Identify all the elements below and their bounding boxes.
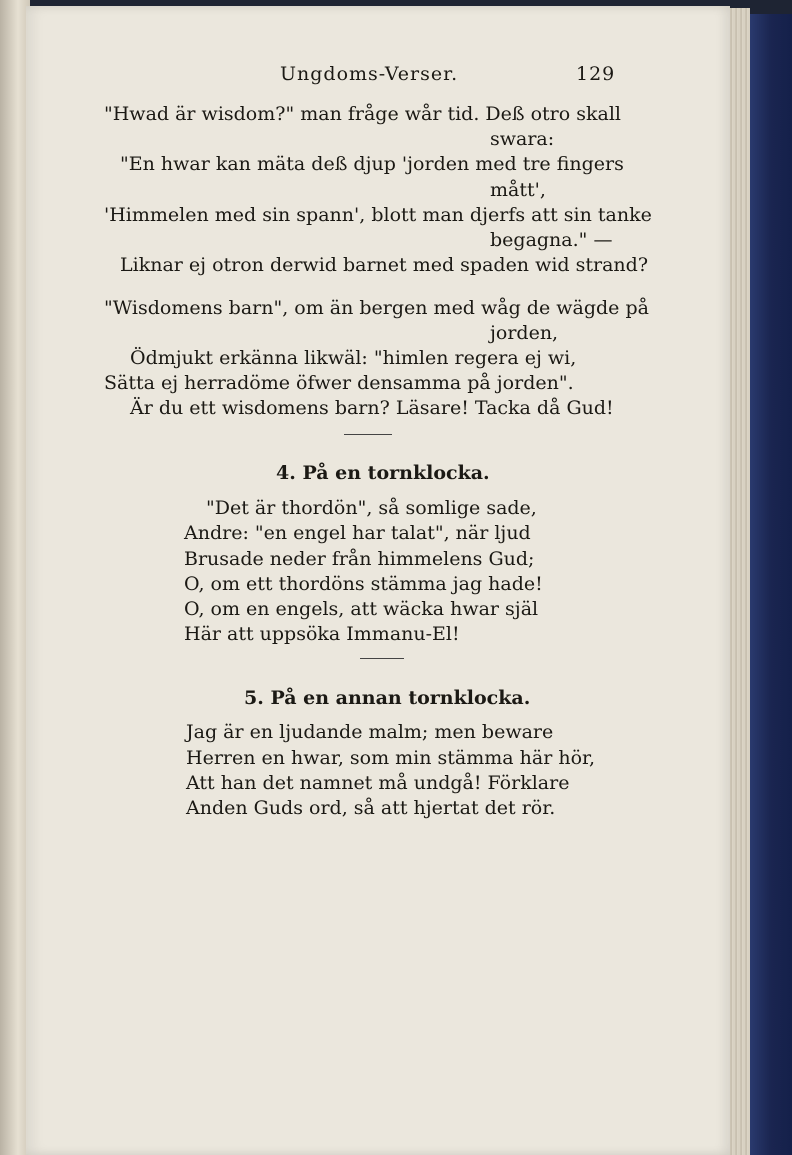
- running-title: Ungdoms-Verser.: [280, 63, 459, 85]
- poem-line: "En hwar kan mäta deß djup 'jorden med tre fingers: [120, 153, 624, 175]
- poem-line: Anden Guds ord, så att hjertat det rör.: [186, 797, 556, 819]
- poem-line: Att han det namnet må undgå! Förklare: [186, 772, 570, 794]
- page-number: 129: [576, 63, 616, 85]
- poem-line: mått',: [490, 179, 546, 201]
- page-text: [26, 6, 730, 1155]
- divider-rule: [360, 658, 404, 659]
- poem-line: Ödmjukt erkänna likwäl: "himlen regera ej wi,: [130, 347, 577, 369]
- divider-rule: [344, 434, 392, 435]
- book-cover: [750, 14, 792, 1155]
- poem-line: Sätta ej herradöme öfwer densamma på jorden".: [104, 372, 574, 394]
- poem-line: Brusade neder från himmelens Gud;: [184, 548, 535, 570]
- book-page: [26, 6, 730, 1155]
- poem-line: Herren en hwar, som min stämma här hör,: [186, 747, 596, 769]
- poem-line: "Wisdomens barn", om än bergen med wåg de wägde på: [104, 297, 649, 319]
- poem-line: O, om ett thordöns stämma jag hade!: [184, 573, 543, 595]
- poem-line: O, om en engels, att wäcka hwar själ: [184, 598, 539, 620]
- poem-line: swara:: [490, 128, 555, 150]
- poem-line: Andre: "en engel har talat", när ljud: [184, 522, 531, 544]
- poem-line: Liknar ej otron derwid barnet med spaden wid strand?: [120, 254, 649, 276]
- poem-line: begagna." —: [490, 229, 613, 251]
- section-title: 5. På en annan tornklocka.: [244, 687, 531, 709]
- page-edges: [728, 8, 750, 1155]
- poem-line: Här att uppsöka Immanu-El!: [184, 623, 460, 645]
- section-title: 4. På en tornklocka.: [276, 462, 490, 484]
- poem-line: Är du ett wisdomens barn? Läsare! Tacka då Gud!: [130, 397, 614, 419]
- poem-line: 'Himmelen med sin spann', blott man djerfs att sin tanke: [104, 204, 652, 226]
- poem-line: jorden,: [490, 322, 559, 344]
- poem-line: "Hwad är wisdom?" man fråge wår tid. Deß otro skall: [104, 103, 621, 125]
- poem-line: "Det är thordön", så somlige sade,: [206, 497, 537, 519]
- poem-line: Jag är en ljudande malm; men beware: [186, 721, 554, 743]
